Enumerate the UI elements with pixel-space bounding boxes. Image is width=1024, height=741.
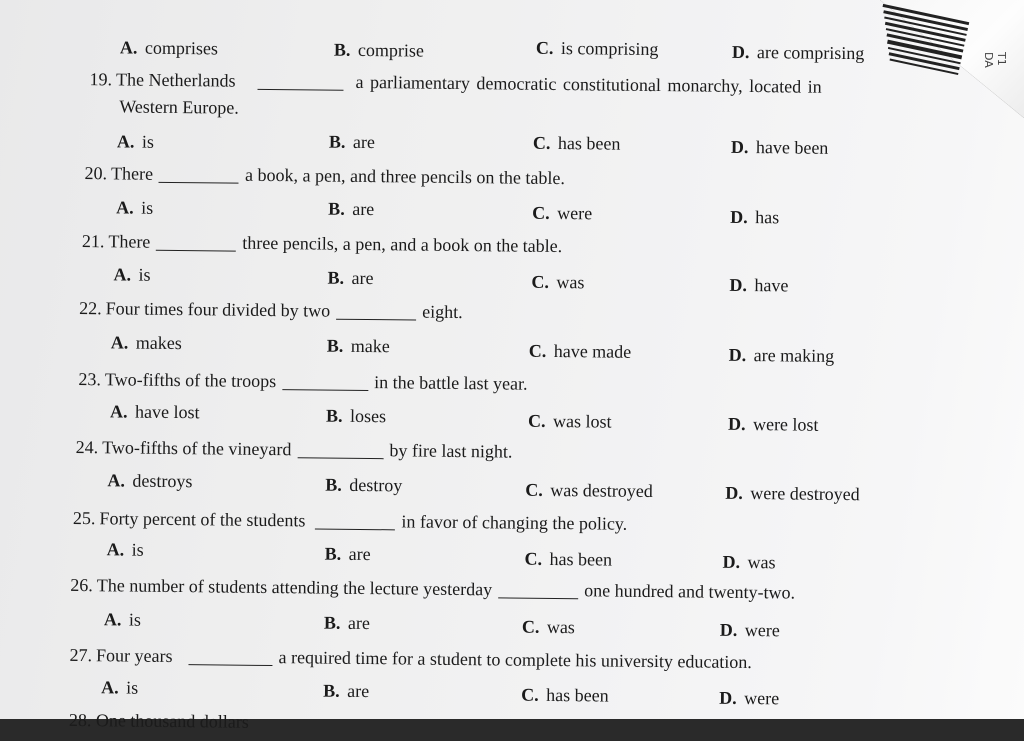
option-c: C. was lost <box>527 410 612 432</box>
option-a: A. is <box>116 197 154 218</box>
option-d: D. were <box>719 619 780 641</box>
option-c: C. is comprising <box>535 37 659 60</box>
option-a: A. is <box>116 131 155 152</box>
corner-label: T1 DA <box>982 52 1008 68</box>
answer-blank <box>188 650 272 666</box>
option-b: B. are <box>323 680 370 702</box>
question-number: 19. <box>89 69 113 90</box>
option-c: C. have made <box>528 340 632 362</box>
question-23: 23. Two-fifths of the troops in the battle last year. <box>78 369 528 394</box>
option-d: D. were <box>719 687 780 709</box>
question-26: 26. The number of students attending the lecture yesterday one hundred and twenty-two. <box>70 574 796 603</box>
question-27: 27. Four years a required time for a student to complete his university education. <box>69 644 752 673</box>
option-b: B. are <box>328 131 376 153</box>
option-c: C. was destroyed <box>525 479 653 502</box>
option-a: A. is <box>103 609 142 630</box>
option-c: C. was <box>521 616 575 638</box>
option-c: C. has been <box>524 548 613 570</box>
option-a: A. is <box>113 264 151 285</box>
option-a: A. makes <box>110 332 182 354</box>
option-d: D. are comprising <box>731 41 865 64</box>
question-25: 25. Forty percent of the students in favor of changing the policy. <box>72 507 628 534</box>
answer-blank <box>257 75 343 91</box>
option-b: B. are <box>328 198 375 220</box>
answer-blank <box>282 375 368 391</box>
option-c: C. were <box>532 202 593 224</box>
option-d: D. are making <box>728 344 835 366</box>
question-24: 24. Two-fifths of the vineyard by fire last night. <box>75 436 513 462</box>
option-b: B. make <box>326 335 390 357</box>
question-19-continuation: Western Europe. <box>119 96 239 118</box>
option-d: D. have <box>729 274 789 296</box>
option-b: B. are <box>323 612 371 634</box>
option-c: C. was <box>531 271 585 293</box>
answer-blank <box>156 236 236 252</box>
option-a: A. destroys <box>107 470 193 492</box>
question-19: 19. The Netherlands a parliamentary democratic constitutional monarchy, located in <box>89 69 822 97</box>
option-c: C. has been <box>521 684 609 706</box>
question-20: 20. There a book, a pen, and three pencils on the table. <box>84 163 566 189</box>
option-a: A. have lost <box>110 401 200 423</box>
option-b: B. loses <box>325 405 387 427</box>
question-22: 22. Four times four divided by two eight. <box>79 298 463 323</box>
answer-blank <box>159 168 239 184</box>
option-b: B. are <box>327 267 374 289</box>
answer-blank <box>336 305 416 321</box>
option-b: B. destroy <box>325 474 403 496</box>
option-a: A. is <box>101 677 139 698</box>
answer-blank <box>498 583 578 599</box>
option-d: D. have been <box>730 136 829 158</box>
option-b: B. are <box>324 543 371 565</box>
answer-blank <box>315 514 395 530</box>
option-b: B. comprise <box>333 39 425 61</box>
question-21: 21. There three pencils, a pen, and a book on the table. <box>81 231 563 257</box>
answer-blank <box>297 443 383 459</box>
option-d: D. were destroyed <box>725 482 860 505</box>
option-a: A. comprises <box>119 37 219 59</box>
option-d: D. was <box>722 551 776 573</box>
option-a: A. is <box>106 539 144 560</box>
option-d: D. were lost <box>727 413 819 435</box>
option-c: C. has been <box>532 132 621 154</box>
question-28-cutoff: 28. One thousand dollars <box>68 709 249 732</box>
option-d: D. has <box>730 206 780 228</box>
